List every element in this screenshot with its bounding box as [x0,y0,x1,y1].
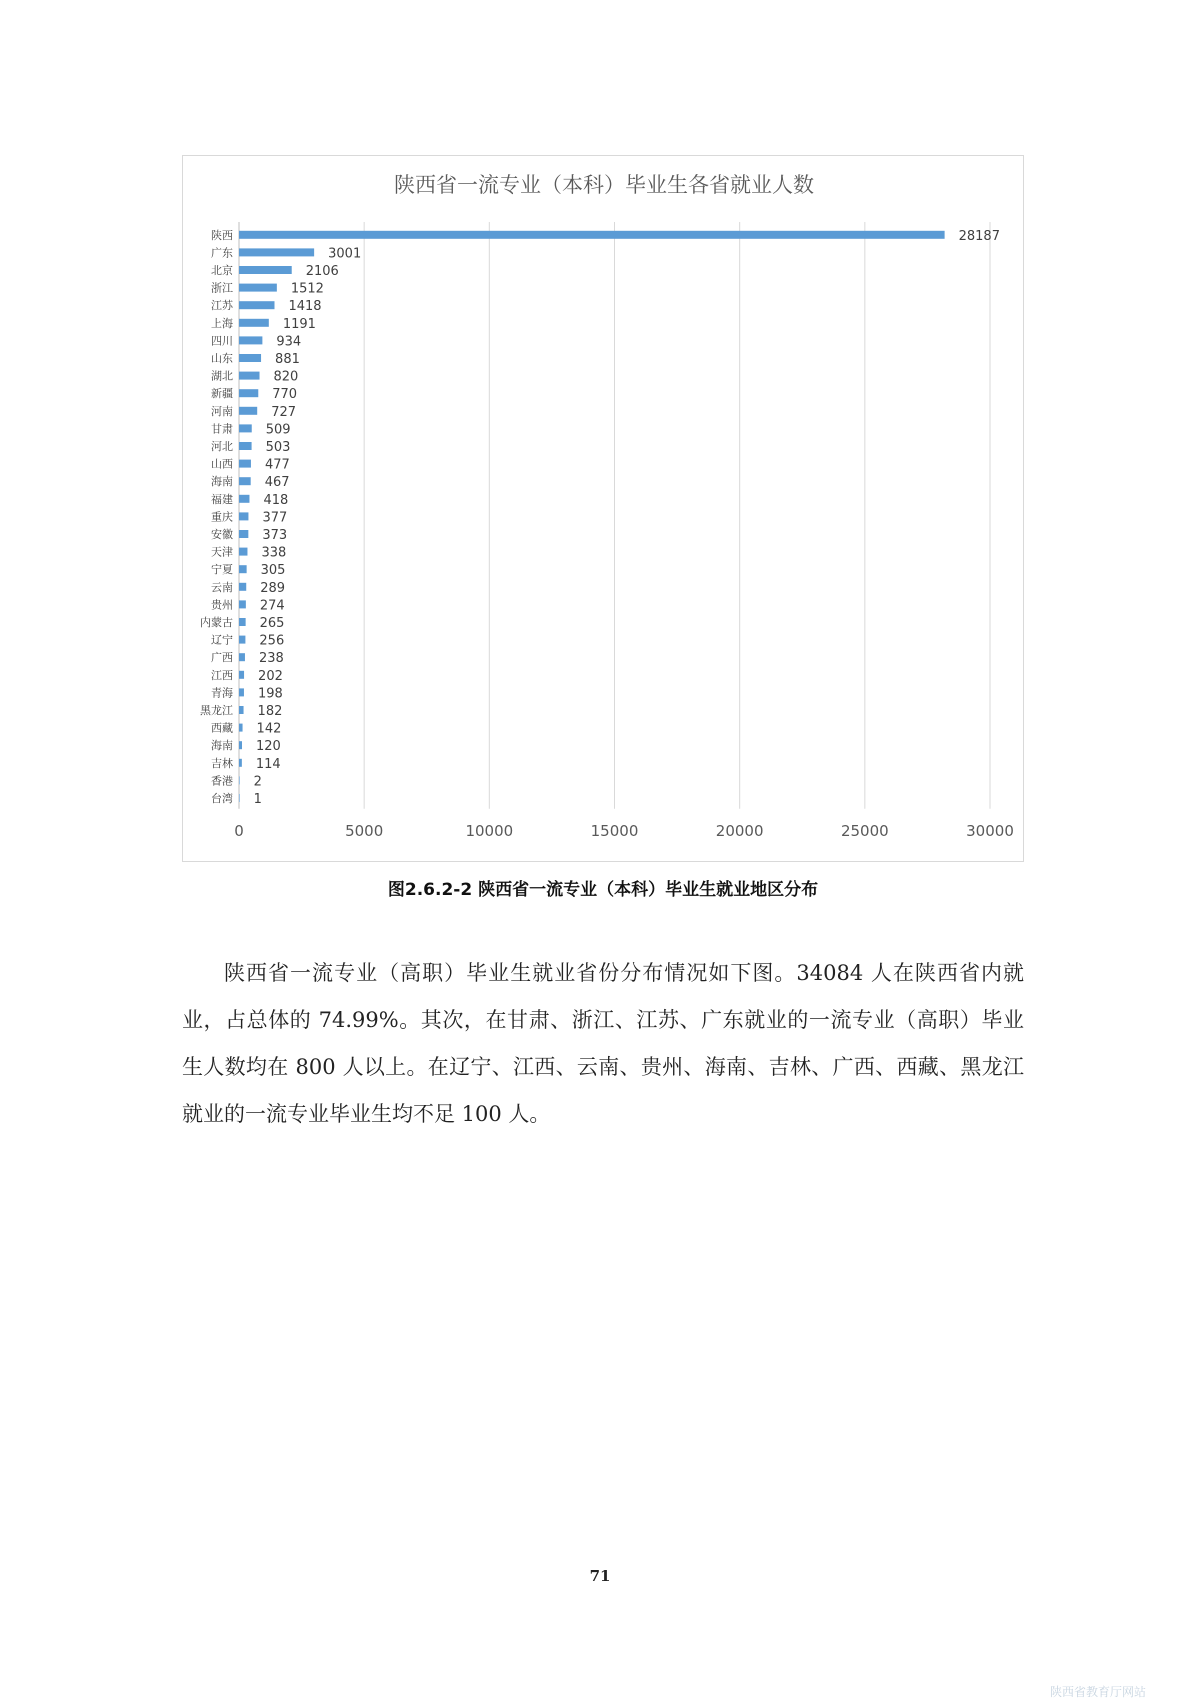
bar [239,301,274,309]
x-tick-label: 10000 [465,822,514,840]
value-label: 377 [262,510,288,526]
value-label: 418 [263,492,289,508]
value-label: 467 [264,475,290,491]
category-label: 山东 [211,352,233,365]
bar [239,442,252,450]
bar [239,389,258,397]
category-label: 内蒙古 [200,616,233,629]
category-label: 广西 [211,651,233,665]
bar [239,741,242,749]
value-label: 477 [264,457,290,473]
value-label: 198 [257,686,283,702]
category-label: 台湾 [211,792,233,805]
bar [239,618,246,626]
bar [239,354,261,362]
value-label: 202 [258,668,283,684]
bar [239,653,245,661]
value-label: 373 [262,528,288,543]
bar [239,688,244,696]
bar [239,284,277,292]
x-tick-label: 20000 [715,822,764,840]
category-label: 贵州 [211,598,233,612]
value-label: 182 [257,704,283,719]
category-label: 海南 [211,475,233,489]
category-label: 青海 [211,686,233,700]
category-label: 河北 [211,440,233,453]
chart-canvas [183,156,1025,863]
bar [239,477,251,485]
category-label: 安徽 [211,528,233,541]
bar [239,671,244,679]
bar [239,600,246,608]
value-label: 1512 [290,281,324,297]
category-label: 辽宁 [211,633,233,647]
category-label: 四川 [211,334,233,348]
value-label: 2 [253,774,262,790]
category-label: 山西 [211,457,233,471]
value-label: 881 [275,352,300,367]
category-label: 上海 [211,316,233,330]
value-label: 1 [253,792,262,807]
value-label: 28187 [958,228,1000,244]
category-label: 江苏 [211,299,233,313]
x-tick-label: 5000 [345,822,384,840]
category-label: 新疆 [211,387,233,401]
category-label: 湖北 [211,369,233,383]
bar [239,372,260,380]
x-tick-label: 30000 [966,822,1014,840]
bar [239,724,243,732]
bar [239,794,240,802]
value-label: 274 [259,598,285,614]
bar [239,231,945,239]
category-label: 天津 [211,545,233,559]
chart-gridlines [239,222,990,809]
value-label: 289 [260,580,286,596]
value-label: 1418 [288,299,322,315]
x-tick-label: 25000 [840,822,889,840]
category-label: 云南 [211,580,233,594]
chart-value-labels [254,229,1000,807]
category-label: 江西 [211,668,233,682]
bar [239,706,244,714]
value-label: 820 [273,369,299,385]
category-label: 黑龙江 [200,704,233,717]
chart-title: 陕西省一流专业（本科）毕业生各省就业人数 [394,173,814,197]
x-tick-label: 0 [234,822,244,840]
category-label: 西藏 [211,721,233,735]
bar [239,776,240,784]
value-label: 305 [260,563,286,579]
bar [239,495,249,503]
chart-bars [239,231,945,802]
value-label: 1191 [282,316,316,332]
page-number: 71 [589,1567,611,1585]
bar [239,530,248,538]
category-label: 广东 [211,246,233,260]
value-label: 509 [265,422,291,438]
category-label: 陕西 [211,228,233,242]
bar [239,565,247,573]
value-label: 142 [256,721,282,737]
category-label: 吉林 [211,756,233,770]
bar [239,266,292,274]
bar [239,759,242,767]
bar [239,248,314,256]
category-label: 浙江 [211,281,233,295]
value-label: 338 [261,545,287,561]
x-tick-label: 15000 [590,822,639,840]
bar [239,583,246,591]
value-label: 256 [259,633,285,649]
bar [239,460,251,468]
bar [239,636,245,644]
category-label: 甘肃 [211,422,233,436]
bar [239,336,262,344]
category-label: 福建 [211,492,233,506]
value-label: 265 [259,616,285,631]
category-label: 香港 [211,774,233,788]
bar [239,319,269,327]
value-label: 114 [255,756,281,772]
category-label: 北京 [211,264,233,277]
bar [239,512,248,520]
bar [239,548,247,556]
watermark: 陕西省教育厅网站 [1050,1685,1147,1699]
chart-x-tick-labels [234,822,1014,840]
category-label: 河南 [211,404,233,418]
chart-category-labels [200,228,234,805]
value-label: 3001 [328,246,362,262]
employment-bar-chart [182,155,1024,862]
value-label: 727 [271,404,297,420]
value-label: 934 [276,334,302,350]
value-label: 2106 [305,264,339,279]
bar [239,424,252,432]
figure-caption: 图2.6.2-2 陕西省一流专业（本科）毕业生就业地区分布 [387,880,819,900]
value-label: 503 [265,440,291,455]
value-label: 770 [272,387,298,403]
category-label: 海南 [211,739,233,753]
body-paragraph: 陕西省一流专业（高职）毕业生就业省份分布情况如下图。34084 人在陕西省内就业，占总体的 74.99%。其次，在甘肃、浙江、江苏、广东就业的一流专业（高职）毕业生人数均在 800 人以上。在辽宁、江西、云南、贵州、海南、吉林、广西、西藏、黑龙江就业的一流专业毕业生均不足 100 人。 [182,961,1024,1126]
bar [239,407,257,415]
category-label: 重庆 [211,510,233,524]
category-label: 宁夏 [211,563,233,577]
value-label: 238 [258,651,284,667]
value-label: 120 [256,739,281,755]
